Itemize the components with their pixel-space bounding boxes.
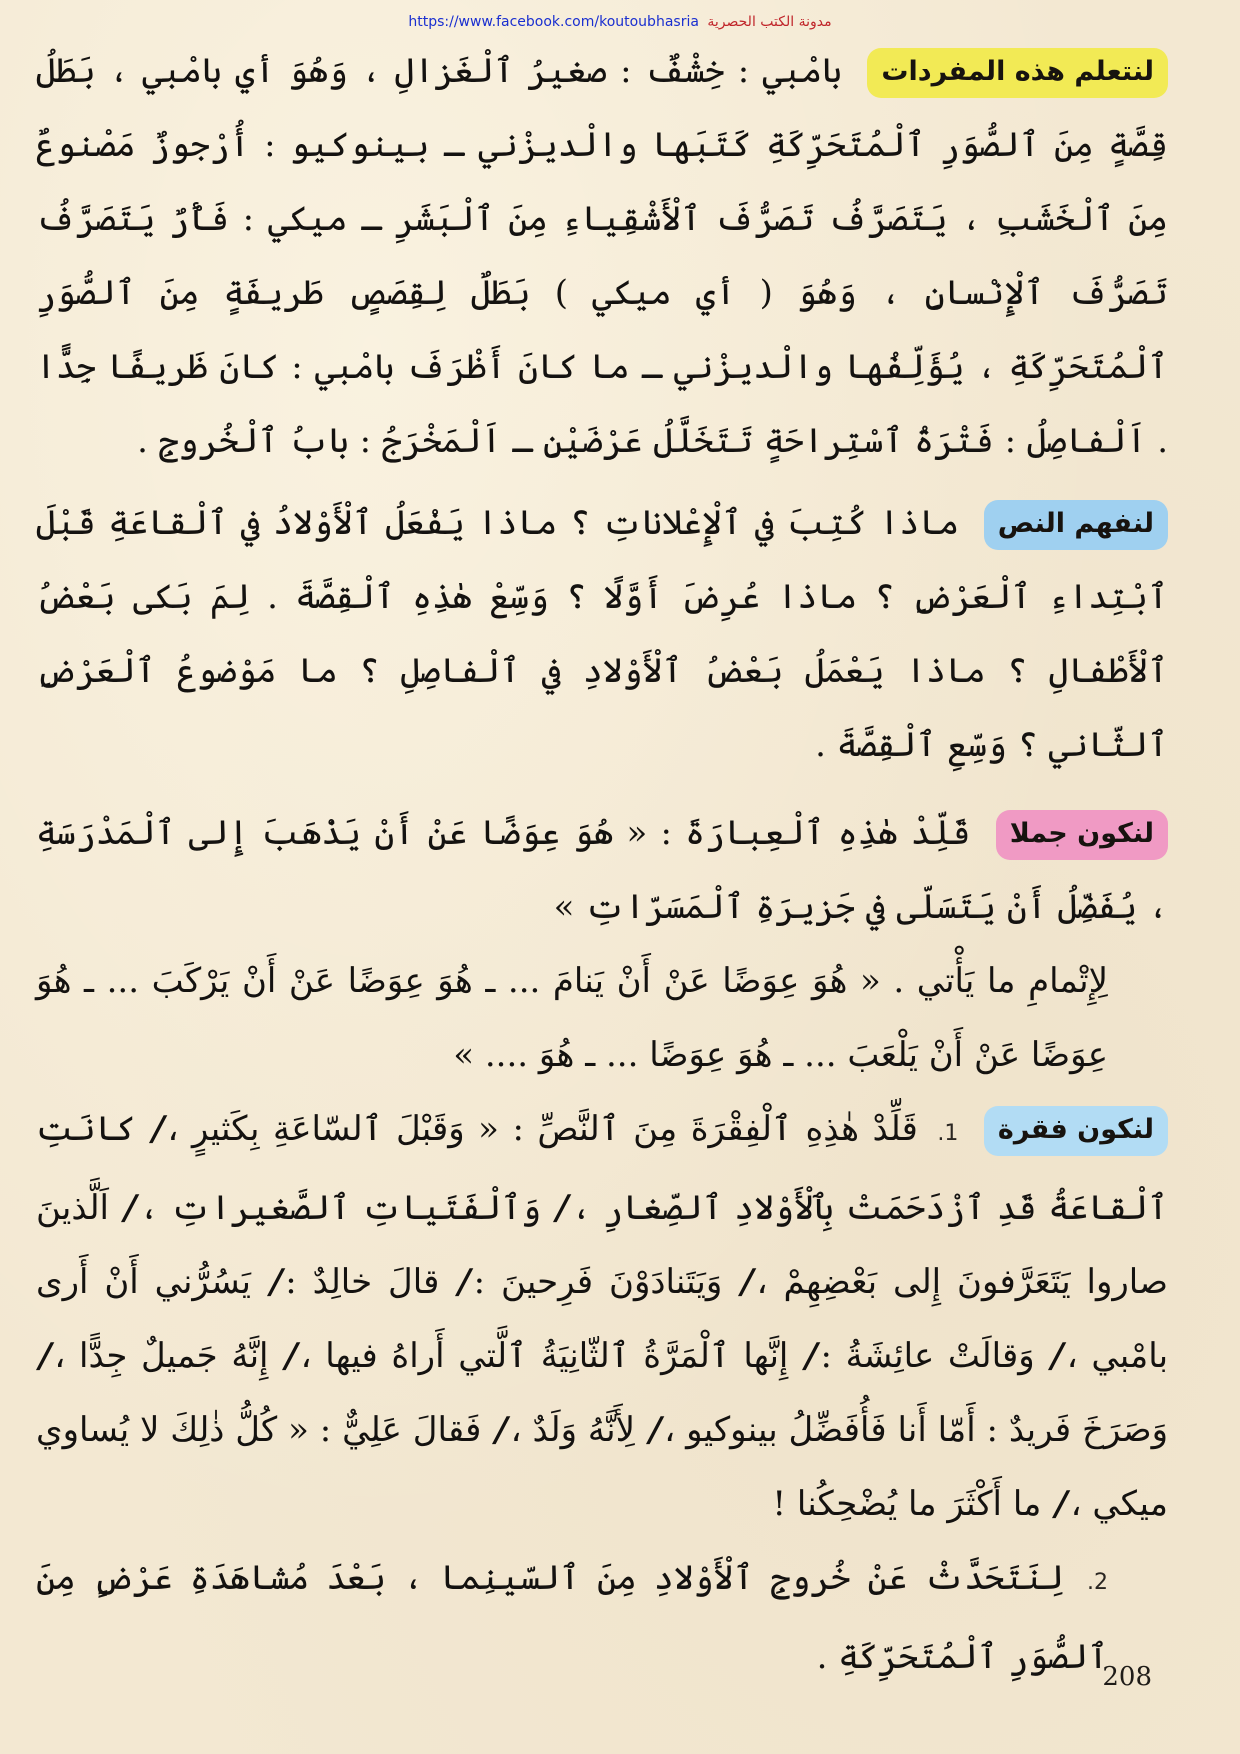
source-url[interactable]: https://www.facebook.com/koutoubhasria: [408, 14, 699, 30]
paragraph-segment: كانَتِ ٱلْقاعَةُ قَدِ ٱزْدَحَمَتْ بِٱلْأَوْلادِ ٱلصِّغارِ ،: [36, 1109, 1168, 1228]
segment-divider: /: [119, 1188, 141, 1228]
paragraph-segment: قَلِّدْ هٰذِهِ ٱلْفِقْرَةَ مِنَ ٱلنَّصِّ : « وَقَبْلَ ٱلسّاعَةِ بِكَثيرٍ ،: [167, 1109, 918, 1149]
source-blog-name: مدونة الكتب الحصرية: [707, 14, 832, 30]
segment-divider: /: [644, 1410, 666, 1450]
vocabulary-section: [36, 34, 1168, 478]
comprehension-text: ماذا كُتِبَ في ٱلْإِعْلاناتِ ؟ ماذا يَفْعَلُ ٱلْأَوْلادُ في ٱلْقاعَةِ قَبْلَ ٱبْتِداءِ ٱلْعَرْضِ ؟ ماذا عُرِضَ أَوَّلًا ؟ وَسِّعْ هٰذِهِ ٱلْقِصَّةَ . لِمَ بَكى بَعْضُ ٱلْأَطْفالِ ؟ ماذا يَعْمَلُ بَعْضُ ٱلْأَوْلادِ في ٱلْفاصِلِ ؟ ما مَوْضوعُ ٱلْعَرْضِ ٱلثّاني ؟ وَسِّعِ ٱلْقِصَّةَ .: [36, 503, 1168, 765]
sentences-section: [36, 796, 1168, 1092]
paragraph-segment: يَسُرُّني أَنْ أَرى بامْبي ،: [36, 1262, 1169, 1376]
paragraph-exercise-2-text: لِنَتَحَدَّثْ عَنْ خُروجِ ٱلْأَوْلادِ مِنَ ٱلسّينِما ، بَعْدَ مُشاهَدَةِ عَرْضٍ مِنَ ٱلصُّوَرِ ٱلْمُتَحَرِّكَةِ .: [36, 1558, 1108, 1677]
source-watermark[interactable]: [0, 14, 1240, 30]
segment-divider: /: [800, 1336, 822, 1376]
segment-divider: /: [1047, 1336, 1069, 1376]
segment-divider: /: [147, 1109, 169, 1149]
segment-divider: /: [34, 1336, 56, 1376]
sentences-exercise-text: لِإِتْمامِ ما يَأْتي . « هُوَ عِوَضًا عَنْ أَنْ يَنامَ ... ـ هُوَ عِوَضًا عَنْ أَنْ يَرْكَبَ ... ـ هُوَ عِوَضًا عَنْ أَنْ يَلْعَبَ ... ـ هُوَ عِوَضًا ... ـ هُوَ .... »: [36, 961, 1108, 1075]
sentences-paragraph: [36, 796, 1168, 944]
paragraph-segment: إِنَّهُ جَميلٌ جِدًّا ،: [54, 1336, 269, 1376]
paragraph-segment: وَٱلْفَتَياتِ ٱلصَّغيراتِ ،: [139, 1188, 542, 1228]
page-number: 208: [1102, 1662, 1152, 1692]
sentences-text: قَلِّدْ هٰذِهِ ٱلْعِبارَةَ : « هُوَ عِوَضًا عَنْ أَنْ يَذْهَبَ إِلى ٱلْمَدْرَسَةِ ، يُفَضِّلُ أَنْ يَتَسَلّى في جَزيرَةِ ٱلْمَسَرّاتِ »: [36, 813, 1168, 927]
segment-divider: /: [551, 1188, 573, 1228]
paragraph-section: [36, 1092, 1168, 1694]
exercise-number-1: 1.: [937, 1121, 959, 1146]
paragraph-segment: لِأَنَّهُ وَلَدٌ ،: [510, 1410, 636, 1450]
vocabulary-text: بامْبي : خِشْفٌ : صغيرُ ٱلْغَزالِ ، وَهُوَ أي بامْبي ، بَطَلُ قِصَّةٍ مِنَ ٱلصُّوَرِ ٱلْمُتَحَرِّكَةِ كَتَبَها والْديزْني ـ بينوكيو : أُرْجوزٌ مَصْنوعٌ مِنَ ٱلْخَشَبِ ، يَتَصَرَّفُ تَصَرُّفَ ٱلْأَشْقِياءِ مِنَ ٱلْبَشَرِ ـ ميكي : فَأْرٌ يَتَصَرَّفُ تَصَرُّفَ ٱلْإِنْسانِ ، وَهُوَ ( أي ميكي ) بَطَلٌ لِقِصَصٍ طَريفَةٍ مِنَ ٱلصُّوَرِ ٱلْمُتَحَرِّكَةِ ، يُؤَلِّفُها والْديزْني ـ ما كانَ أَظْرَفَ بامْبي : كانَ ظَريفًا جِدًّا . اَلْفاصِلُ : فَتْرَةُ ٱسْتِراحَةٍ تَتَخَلَّلُ عَرْضَيْنِ ـ اَلْمَخْرَجُ : بابُ ٱلْخُروجِ .: [36, 51, 1169, 461]
paragraph-heading: لنكون فقرة: [984, 1106, 1168, 1156]
comprehension-heading: لنفهم النص: [984, 500, 1168, 550]
segment-divider: /: [265, 1262, 287, 1302]
paragraph-segment: إِنَّها ٱلْمَرَّةُ ٱلثّانِيَةُ ٱلَّتي أَراهُ فيها ،: [300, 1336, 789, 1376]
paragraph-segment: اَلَّذينَ صاروا يَتَعَرَّفونَ إِلى بَعْضِهِمْ ،: [36, 1188, 1169, 1302]
paragraph-exercise-1: [36, 1092, 1168, 1541]
exercise-number-2: 2.: [1087, 1570, 1108, 1595]
paragraph-segment: ما أَكْثَرَ ما يُضْحِكُنا !: [772, 1484, 1042, 1524]
segment-divider: /: [453, 1262, 475, 1302]
segment-divider: /: [490, 1410, 512, 1450]
sentences-heading: لنكون جملا: [996, 810, 1168, 860]
segment-divider: /: [280, 1336, 302, 1376]
comprehension-section: [36, 486, 1168, 782]
paragraph-segment: قالَ خالِدٌ :: [285, 1262, 440, 1302]
paragraph-segment: وَيَتَنادَوْنَ فَرِحينَ :: [473, 1262, 723, 1302]
paragraph-segment: وَصَرَخَ فَريدٌ : أَمّا أَنا فَأُفَضِّلُ بينوكيو ،: [664, 1410, 1168, 1450]
paragraph-segment: وَقالَتْ عائِشَةُ :: [820, 1336, 1035, 1376]
vocabulary-paragraph: [36, 34, 1168, 478]
paragraph-exercise-2: [36, 1541, 1168, 1694]
page-content: [36, 34, 1168, 1694]
segment-divider: /: [736, 1262, 758, 1302]
vocabulary-heading: لنتعلم هذه المفردات: [867, 48, 1168, 98]
paragraph-segment: فَقالَ عَلِيٌّ : « كُلُّ ذٰلِكَ لا يُساوي ميكي ،: [36, 1410, 1168, 1524]
comprehension-paragraph: [36, 486, 1168, 782]
segment-divider: /: [1050, 1484, 1072, 1524]
sentences-exercise: [36, 944, 1168, 1092]
